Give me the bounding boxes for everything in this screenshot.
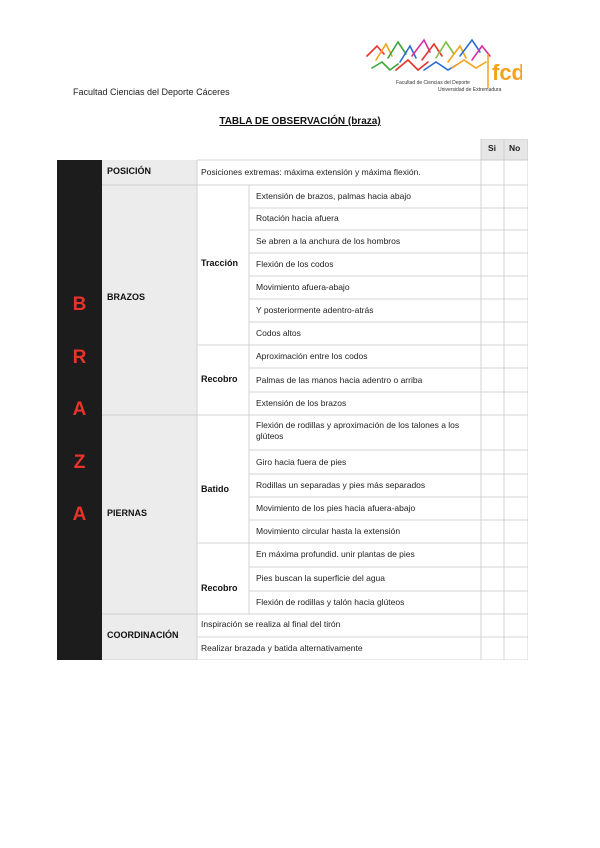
side-letter: Z <box>73 452 86 473</box>
criterion: Pies buscan la superficie del agua <box>256 573 385 583</box>
logo-caption-faculty: Facultad de Ciencias del Deporte <box>396 80 470 86</box>
criterion: En máxima profundid. unir plantas de pies <box>256 549 415 559</box>
criterion: Realizar brazada y batida alternativamente <box>201 643 363 653</box>
institution-name: Facultad Ciencias del Deporte Cáceres <box>73 87 230 97</box>
criterion: Aproximación entre los codos <box>256 351 368 361</box>
criterion: Y posteriormente adentro-atrás <box>256 305 374 315</box>
criterion: Flexión de rodillas y talón hacia glúteos <box>256 597 405 607</box>
subcategory-recobro-piernas: Recobro <box>201 583 238 593</box>
criterion: Palmas de las manos hacia adentro o arriba <box>256 375 423 385</box>
subcategory-recobro-brazos: Recobro <box>201 374 238 384</box>
criterion: Flexión de los codos <box>256 259 334 269</box>
criterion: Flexión de rodillas y aproximación de los talones a los glúteos <box>256 420 460 441</box>
criterion: Extensión de los brazos <box>256 398 347 408</box>
logo-initials: fcd <box>492 60 522 85</box>
faculty-logo <box>362 36 522 98</box>
side-letter: B <box>72 294 87 315</box>
criterion: Rodillas un separadas y pies más separados <box>256 480 426 490</box>
criterion: Codos altos <box>256 328 301 338</box>
category-posicion: POSICIÓN <box>107 166 152 176</box>
criterion: Giro hacia fuera de pies <box>256 457 347 467</box>
column-header-no: No <box>509 143 521 153</box>
side-letter: A <box>72 504 87 525</box>
criterion: Rotación hacia afuera <box>256 213 339 223</box>
category-coordinacion: COORDINACIÓN <box>107 630 179 640</box>
criterion: Movimiento circular hasta la extensión <box>256 526 401 536</box>
criterion: Se abren a la anchura de los hombros <box>256 236 401 246</box>
subcategory-traccion: Tracción <box>201 258 239 268</box>
category-piernas: PIERNAS <box>107 508 148 518</box>
side-letter: R <box>72 347 87 368</box>
criterion: Posiciones extremas: máxima extensión y máxima flexión. <box>201 167 421 177</box>
criterion: Movimiento afuera-abajo <box>256 282 350 292</box>
criterion: Inspiración se realiza al final del tirón <box>201 619 341 629</box>
side-letter: A <box>72 399 87 420</box>
criterion: Extensión de brazos, palmas hacia abajo <box>256 191 411 201</box>
criterion: Movimiento de los pies hacia afuera-abajo <box>256 503 416 513</box>
column-header-si: Si <box>488 143 497 153</box>
category-brazos: BRAZOS <box>107 292 145 302</box>
subcategory-batido: Batido <box>201 484 229 494</box>
observation-table <box>57 139 528 660</box>
logo-caption-university: Universidad de Extremadura <box>438 87 502 93</box>
document-title: TABLA DE OBSERVACIÓN (braza) <box>219 116 381 127</box>
